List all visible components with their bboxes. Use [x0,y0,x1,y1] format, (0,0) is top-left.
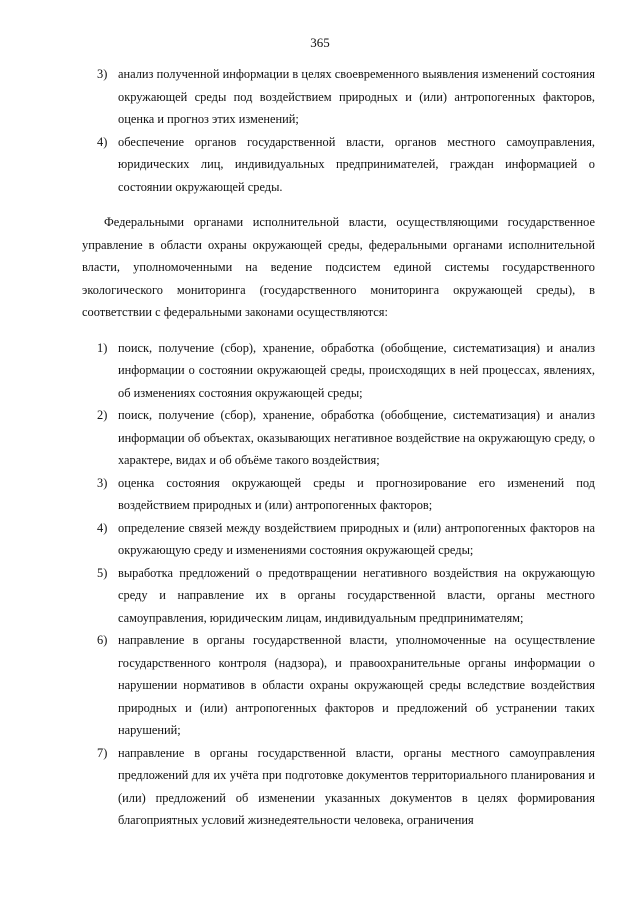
list-item [82,517,595,562]
spacer [82,324,595,337]
list-item [82,404,595,472]
list-item-text: направление в органы государственной власти, уполномоченные на осуществление государственного контроля (надзора), и правоохранительные органы информации о нарушении нормативов в области охраны окружающей среды вследствие воздействия природных и (или) антропогенных факторов и предложений об устранении таких нарушений; [118,633,595,737]
list-item-number: 3) [97,67,108,81]
list-item [82,337,595,405]
body-paragraph: Федеральными органами исполнительной власти, осуществляющими государственное управление в области охраны окружающей среды, федеральными органами исполнительной власти, уполномоченными на ведение подсистем единой системы государственного экологического мониторинга (государственного мониторинга окружающей среды), в соответствии с федеральными законами осуществляются: [82,215,595,319]
document-body [82,63,595,832]
page-number: 365 [310,35,330,50]
duties-list [82,337,595,832]
list-item [82,629,595,742]
list-item-number: 5) [97,565,108,580]
list-item-text: обеспечение органов государственной власти, органов местного самоуправления, юридических лиц, индивидуальных предпринимателей, граждан информацией о состоянии окружающей среды. [118,134,595,194]
list-continuation [82,63,595,198]
spacer [82,198,595,211]
list-item-text: оценка состояния окружающей среды и прогнозирование его изменений под воздействием природных и (или) антропогенных факторов; [118,475,595,512]
list-item-number: 4) [97,520,108,535]
list-item-text: выработка предложений о предотвращении негативного воздействия на окружающую среду и направление их в органы государственной власти, органы местного самоуправления, юридическим лицам, индивидуальным предпринимателям; [118,565,595,625]
list-item-text: поиск, получение (сбор), хранение, обработка (обобщение, систематизация) и анализ информации об объектах, оказывающих негативное воздействие на окружающую среду, о характере, видах и об объёме такого воздействия; [118,408,595,467]
list-item-text: определение связей между воздействием природных и (или) антропогенных факторов на окружающую среду и изменениями состояния окружающей среды; [118,520,595,557]
list-item-number: 2) [97,408,108,422]
list-item-text: поиск, получение (сбор), хранение, обработка (обобщение, систематизация) и анализ информации о состоянии окружающей среды, происходящих в ней процессах, явлениях, об изменениях состояния окружающей среды; [118,340,595,400]
list-item [82,63,595,131]
list-item [82,472,595,517]
list-item [82,131,595,199]
list-item-number: 6) [97,633,108,647]
list-item-text: анализ полученной информации в целях своевременного выявления изменений состояния окружающей среды под воздействием природных и (или) антропогенных факторов, оценка и прогноз этих изменений; [118,67,595,126]
list-item-number: 3) [97,475,108,490]
list-item-number: 1) [97,340,108,355]
list-item-text: направление в органы государственной власти, органы местного самоуправления предложений для их учёта при подготовке документов территориального планирования и (или) предложений об изменении указанных документов в целях формирования благоприятных условий жизнедеятельности человека, ограничения [118,745,595,827]
list-item-number: 4) [97,134,108,149]
list-item [82,562,595,630]
list-item [82,742,595,832]
list-item-number: 7) [97,745,108,760]
